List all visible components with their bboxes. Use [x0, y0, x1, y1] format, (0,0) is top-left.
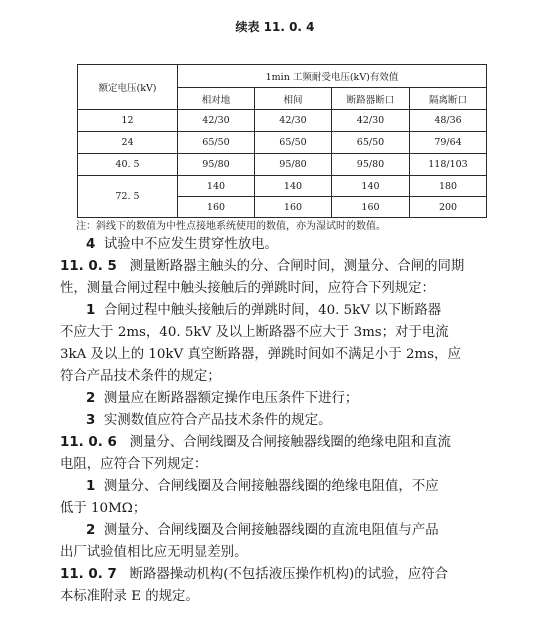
clause-text: 测量断路器主触头的分、合闸时间，测量分、合闸的同期 [129, 259, 465, 274]
value-cell: 180 [410, 176, 487, 197]
item-number: 1 [86, 303, 96, 318]
value-cell: 42/30 [255, 110, 332, 132]
clause-number: 11. 0. 5 [60, 259, 117, 274]
value-cell: 42/30 [178, 110, 255, 132]
table-row [78, 132, 487, 154]
value-cell: 140 [255, 176, 332, 197]
voltage-cell: 24 [78, 132, 178, 154]
table-caption: 续表 11. 0. 4 [235, 20, 315, 34]
table-row [78, 110, 487, 132]
value-cell: 160 [255, 197, 332, 218]
value-cell: 95/80 [255, 154, 332, 176]
item-text: 测量应在断路器额定操作电压条件下进行； [103, 391, 359, 406]
item-4-line [60, 234, 496, 256]
voltage-cell: 72. 5 [78, 176, 178, 218]
voltage-cell: 12 [78, 110, 178, 132]
item-number: 3 [86, 413, 96, 428]
item-number: 2 [86, 523, 96, 538]
value-cell: 79/64 [410, 132, 487, 154]
value-cell: 95/80 [178, 154, 255, 176]
col-header-phase-to-ground: 相对地 [178, 88, 255, 110]
value-cell: 140 [332, 176, 410, 197]
value-cell: 65/50 [332, 132, 410, 154]
clause-text: 断路器操动机构(不包括液压操作机构)的试验，应符合 [129, 567, 448, 582]
item-line [60, 300, 496, 322]
col-header-breaker-gap: 断路器断口 [332, 88, 410, 110]
value-cell: 48/36 [410, 110, 487, 132]
item-4 [60, 234, 496, 256]
rated-voltage-header: 额定电压(kV) [78, 65, 178, 110]
clause-11-0-5 [60, 256, 496, 432]
item-line [60, 476, 496, 498]
item-text: 实测数值应符合产品技术条件的规定。 [103, 413, 332, 428]
item-number: 1 [86, 479, 96, 494]
clause-11-0-7 [60, 564, 496, 608]
clause-11-0-6 [60, 432, 496, 564]
item-text: 测量分、合闸线圈及合闸接触器线圈的绝缘电阻值，不应 [103, 479, 439, 494]
clause-line [60, 256, 496, 278]
item-line: 出厂试验值相比应无明显差别。 [60, 545, 248, 560]
item-number: 4 [86, 237, 96, 252]
withstand-voltage-group-header: 1min 工频耐受电压(kV)有效值 [178, 65, 487, 88]
item-line [60, 410, 496, 432]
value-cell: 160 [178, 197, 255, 218]
item-number: 2 [86, 391, 96, 406]
item-line: 不应大于 2ms，40. 5kV 及以上断路器不应大于 3ms；对于电流 [60, 325, 449, 340]
voltage-cell: 40. 5 [78, 154, 178, 176]
value-cell: 200 [410, 197, 487, 218]
clause-line: 电阻，应符合下列规定： [60, 457, 208, 472]
table-row [78, 176, 487, 197]
clause-line: 本标准附录 E 的规定。 [60, 589, 199, 604]
table-header-row [78, 65, 487, 88]
table-row [78, 154, 487, 176]
value-cell: 42/30 [332, 110, 410, 132]
col-header-isolating-gap: 隔离断口 [410, 88, 487, 110]
clause-line: 性，测量合闸过程中触头接触后的弹跳时间，应符合下列规定： [60, 281, 435, 296]
item-line [60, 388, 496, 410]
value-cell: 160 [332, 197, 410, 218]
clause-number: 11. 0. 7 [60, 567, 117, 582]
value-cell: 118/103 [410, 154, 487, 176]
clause-number: 11. 0. 6 [60, 435, 117, 450]
voltage-withstand-table [77, 64, 487, 218]
value-cell: 140 [178, 176, 255, 197]
clause-line [60, 432, 496, 454]
col-header-phase-to-phase: 相间 [255, 88, 332, 110]
clause-text: 测量分、合闸线圈及合闸接触器线圈的绝缘电阻和直流 [129, 435, 451, 450]
item-text: 合闸过程中触头接触后的弹跳时间，40. 5kV 以下断路器 [103, 303, 442, 318]
table-note: 注：斜线下的数值为中性点接地系统使用的数值，亦为湿试时的数值。 [76, 221, 386, 232]
item-text: 测量分、合闸线圈及合闸接触器线圈的直流电阻值与产品 [103, 523, 439, 538]
clause-line [60, 564, 496, 586]
item-line: 低于 10MΩ； [60, 501, 147, 516]
value-cell: 65/50 [255, 132, 332, 154]
item-line [60, 520, 496, 542]
value-cell: 95/80 [332, 154, 410, 176]
item-text: 试验中不应发生贯穿性放电。 [103, 237, 278, 252]
item-line: 符合产品技术条件的规定； [60, 369, 221, 384]
value-cell: 65/50 [178, 132, 255, 154]
item-line: 3kA 及以上的 10kV 真空断路器，弹跳时间如不满足小于 2ms，应 [60, 347, 461, 362]
